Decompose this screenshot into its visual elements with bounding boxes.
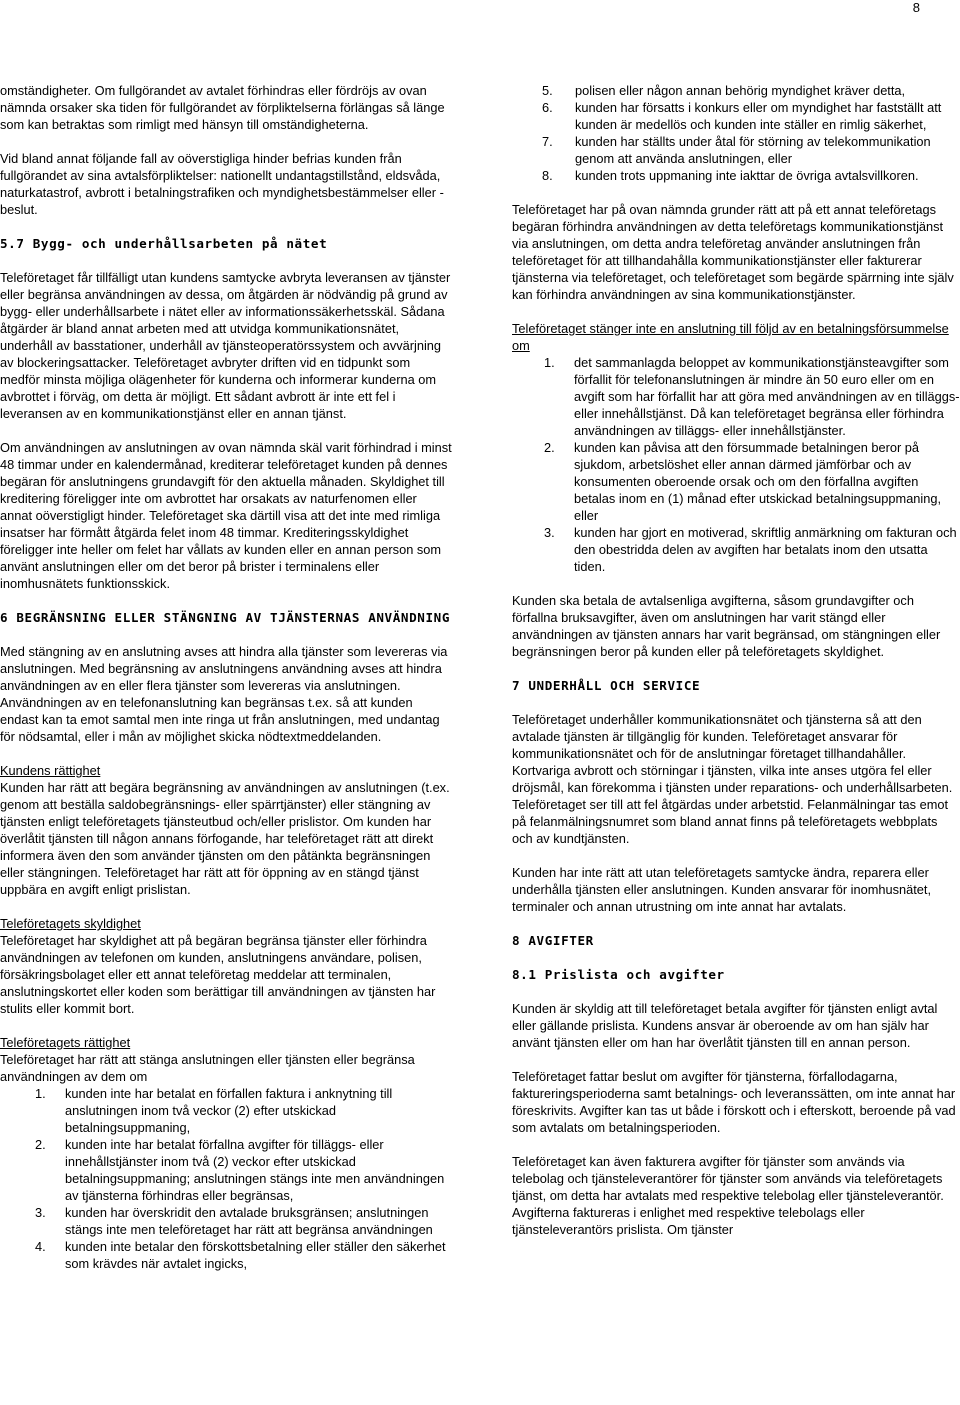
numbered-list bbox=[512, 354, 960, 575]
paragraph: Teleföretaget underhåller kommunikationsnätet och tjänsterna så att den avtalade tjänsten är tillgänglig för kunden. Teleföretaget ansvarar för kommunikationsnätet och för de anslutningar företaget tillhandahåller. Kortvariga avbrott och störningar i tjänsten, vilka inte anses utgöra fel eller dröjsmål, kan förekomma i tjänsten under reparations- och underhållsarbeten. Teleföretaget ser till att fel åtgärdas under arbetstid. Felanmälningar tas emot på felanmälningsnumret som bland annat finns på teleföretagets webbplats och av kundtjänsten. bbox=[512, 712, 953, 846]
list-item: 1. det sammanlagda beloppet av kommunikationstjänsteavgifter som förfallit för telefonanslutningen är mindre än 50 euro eller om en avgift som har förfallit har att göra med användningen av en tilläggs- eller innehållstjänst. Då kan teleföretaget begränsa eller förhindra användningen av tilläggs- eller innehållstjänster. bbox=[544, 355, 960, 438]
paragraph: Teleföretaget fattar beslut om avgifter för tjänsterna, förfallodagarna, faktureringsperioderna samt betalnings- och leveranssätten, om inte annat har föreskrivits. Avgifter kan tas ut både i förskott och i efterskott, beroende på vad som avtalats om betalningsperioden. bbox=[512, 1069, 956, 1135]
paragraph: Kunden ska betala de avtalsenliga avgifterna, såsom grundavgifter och förfallna bruksavgifter, även om anslutningen har varit stängd eller användningen av tjänsten annars har varit begränsad, om stängningen eller begränsningen beror på kunden eller på teleföretagets skyldighet. bbox=[512, 593, 941, 659]
paragraph: Teleföretaget har rätt att stänga anslutningen eller tjänsten eller begränsa användningen av dem om bbox=[0, 1052, 415, 1084]
list-item: 2. kunden inte har betalat förfallna avgifter för tilläggs- eller innehållstjänster inom två (2) veckor efter utskickad betalningsuppmaning; anslutningen stängs inte men användningen av tjänsterna förhindras eller begränsas, bbox=[35, 1137, 445, 1203]
section-heading-8-1: 8.1 Prislista och avgifter bbox=[512, 967, 725, 982]
paragraph: Kunden är skyldig att till teleföretaget betala avgifter för tjänsten enligt avtal eller gällande prislista. Kundens ansvar är oberoende av om han själv har använt tjänsten eller om han har överlåtit tjänsten till en annan person. bbox=[512, 1001, 938, 1050]
paragraph: Kunden har rätt att begära begränsning av användningen av anslutningen (t.ex. genom att beställa saldobegränsnings- eller spärrtjänster) eller stängning av tjänsten enligt teleföretagets tjänsteutbud och/eller prislistor. Om kunden har överlåtit tjänsten till någon annans förfogande, har teleföretaget rätt att direkt informera även den som använder tjänsten om den påtänkta begränsningen eller stängningen. Teleföretaget har rätt att för öppning av en stängd tjänst uppbära en avgift enligt prislistan. bbox=[0, 780, 450, 897]
paragraph: omständigheter. Om fullgörandet av avtalet förhindras eller fördröjs av ovan nämnda orsaker ska tiden för fullgörandet av förpliktelserna förlängas så länge som kan betraktas som rimligt med hänsyn till omständigheterna. bbox=[0, 83, 445, 132]
list-item: 4. kunden inte betalar den förskottsbetalning eller ställer den säkerhet som krävdes när avtalet ingicks, bbox=[35, 1239, 446, 1271]
section-heading-6: 6 BEGRÄNSNING ELLER STÄNGNING AV TJÄNSTERNAS ANVÄNDNING bbox=[0, 610, 451, 625]
list-item: 8. kunden trots uppmaning inte iakttar de övriga avtalsvillkoren. bbox=[542, 168, 919, 183]
paragraph: Kunden har inte rätt att utan teleföretagets samtycke ändra, reparera eller underhålla tjänsten eller anslutningen. Kunden ansvarar för inomhusnätet, terminaler och annan utrustning om inte annat har avtalats. bbox=[512, 865, 932, 914]
subheading: Kundens rättighet bbox=[0, 763, 101, 778]
paragraph: Om användningen av anslutningen av ovan nämnda skäl varit förhindrad i minst 48 timmar under en kalendermånad, krediterar teleföretaget kunden på dennes begäran för anslutningens grundavgift för den aktuella månaden. Skyldighet till kreditering föreligger inte om avbrottet har orsakats av naturfenomen eller annat oöverstigligt hinder. Teleföretaget ska därtill visa att det inte med rimliga insatser har förmått åtgärda felet inom 48 timmar. Krediteringsskyldighet föreligger inte heller om felet har vållats av kunden eller en annan person som använt anslutningen eller om det beror på brister i terminalens eller inomhusnätets funktionsskick. bbox=[0, 440, 452, 591]
list-item: 1. kunden inte har betalat en förfallen faktura i anknytning till anslutningen inom två veckor (2) efter utskickad betalningsuppmaning, bbox=[35, 1086, 393, 1135]
page-number: 8 bbox=[912, 0, 920, 15]
right-column bbox=[512, 82, 960, 1255]
list-item: 3. kunden har överskridit den avtalade bruksgränsen; anslutningen stängs inte men teleföretaget har rätt att begränsa användningen bbox=[35, 1205, 433, 1237]
list-item: 5. polisen eller någon annan behörig myndighet kräver detta, bbox=[542, 83, 906, 98]
section-heading-7: 7 UNDERHÅLL OCH SERVICE bbox=[512, 678, 701, 693]
section-heading-5-7: 5.7 Bygg- och underhållsarbeten på nätet bbox=[0, 236, 328, 251]
numbered-list bbox=[512, 82, 960, 184]
paragraph: Teleföretaget har på ovan nämnda grunder rätt att på ett annat teleföretags begäran förhindra användningen av detta teleföretags kommunikationstjänst via anslutningen, om detta andra teleföretag använder anslutningen från teleföretaget för att tillhandahålla kommunikationstjänster eller fakturerar tjänsterna via teleföretaget, och teleföretaget som begärde spärrning inte själv kan förhindra användningen av sina kommunikationstjänster. bbox=[512, 202, 954, 302]
subheading: Teleföretagets skyldighet bbox=[0, 916, 141, 931]
paragraph: Teleföretaget får tillfälligt utan kundens samtycke avbryta leveransen av tjänster eller begränsa användningen av dessa, om åtgärden är nödvändig på grund av bygg- eller underhållsarbete i nätet eller av informationssäkerhetsskäl. Sådana åtgärder är bland annat arbeten med att utvidga kommunikationsnätet, underhåll av basstationer, underhåll av tjänsteoperatörssystem och avvärjning av blockeringsattacker. Teleföretaget avbryter driften vid en tidpunkt som medför minsta möjliga olägenheter för kunderna och informerar kunderna om avbrottet i förväg, om detta är möjligt. Ett sådant avbrott är inte ett fel i leveransen av en kommunikationstjänst eller en annan tjänst. bbox=[0, 270, 451, 421]
list-item: 6. kunden har försatts i konkurs eller om myndighet har fastställt att kunden är medellös och kunden inte ställer en rimlig säkerhet, bbox=[542, 100, 942, 132]
section-heading-8: 8 AVGIFTER bbox=[512, 933, 594, 948]
paragraph: Teleföretaget kan även fakturera avgifter för tjänster som används via telebolag och tjänsteleverantörer för tjänster som används via teleföretagets tjänst, om detta har avtalats med respektive telebolag eller tjänsteleverantör. Avgifterna faktureras i enlighet med respektive telebolags eller tjänsteleverantörs prislista. Om tjänster bbox=[512, 1154, 944, 1237]
list-item: 3. kunden har gjort en motiverad, skriftlig anmärkning om fakturan och den obestridda delen av avgiften har betalats inom den utsatta tiden. bbox=[544, 525, 957, 574]
paragraph: Med stängning av en anslutning avses att hindra alla tjänster som levereras via anslutningen. Med begränsning av anslutningens användning avses att hindra användningen av en eller flera tjänster som levereras via anslutningen. Användningen av en telefonanslutning kan begränsas t.ex. så att kunden endast kan ta emot samtal men inte ringa ut från anslutningen, med undantag för nödsamtal, eller i mån av möjlighet skicka nödtextmeddelanden. bbox=[0, 644, 448, 744]
paragraph: Vid bland annat följande fall av oöverstigliga hinder befrias kunden från fullgörandet av sina avtalsförpliktelser: nationellt undantagstillstånd, eldsvåda, naturkatastrof, avbrott i betalningstrafiken och myndighetsbestämmelser eller -beslut. bbox=[0, 151, 444, 217]
left-column bbox=[0, 82, 452, 1272]
list-item: 2. kunden kan påvisa att den försummade betalningen beror på sjukdom, arbetslöshet eller annan därmed jämförbar och av konsumenten oberoende orsak och om den förfallna avgiften betalas inom en (1) månad efter utskickad betalningsuppmaning, eller bbox=[544, 440, 942, 523]
subheading: Teleföretaget stänger inte en anslutning till följd av en betalningsförsummelse om bbox=[512, 321, 949, 353]
numbered-list bbox=[0, 1085, 452, 1272]
subheading: Teleföretagets rättighet bbox=[0, 1035, 131, 1050]
list-item: 7. kunden har ställts under åtal för störning av telekommunikation genom att använda anslutningen, eller bbox=[542, 134, 931, 166]
paragraph: Teleföretaget har skyldighet att på begäran begränsa tjänster eller förhindra användningen av telefonen om kunden, anslutningens användare, polisen, försäkringsbolaget eller ett annat teleföretag meddelar att terminalen, anslutningskortet eller koden som berättigar till användningen av tjänsten har stulits eller kommit bort. bbox=[0, 933, 436, 1016]
